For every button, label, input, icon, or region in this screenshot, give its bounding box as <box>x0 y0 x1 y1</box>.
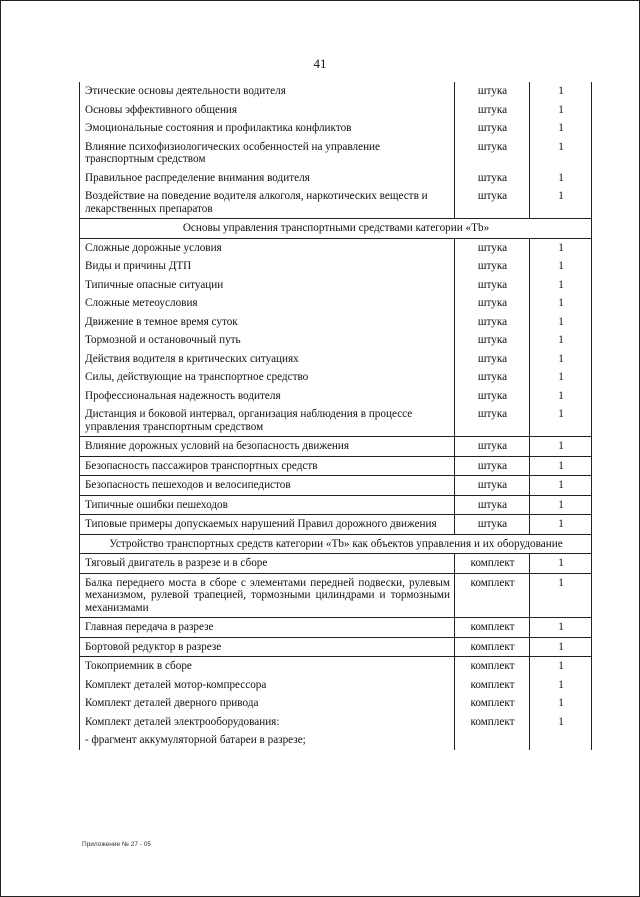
quantity-cell: 1 <box>530 294 592 313</box>
unit-cell: комплект <box>455 657 530 676</box>
item-name-cell: Токоприемник в сборе <box>80 657 455 676</box>
quantity-cell: 1 <box>530 187 592 219</box>
item-name-cell: Эмоциональные состояния и профилактика конфликтов <box>80 119 455 138</box>
section-title: Основы управления транспортными средствами категории «Tb» <box>80 219 592 239</box>
unit-cell: комплект <box>455 573 530 618</box>
table-row <box>80 456 592 476</box>
unit-cell <box>455 731 530 750</box>
unit-cell: штука <box>455 138 530 169</box>
table-row <box>80 476 592 496</box>
unit-cell: штука <box>455 437 530 457</box>
unit-cell: штука <box>455 495 530 515</box>
table-body <box>80 82 592 750</box>
unit-cell: комплект <box>455 637 530 657</box>
unit-cell: штука <box>455 257 530 276</box>
item-name-cell: Комплект деталей мотор-компрессора <box>80 676 455 695</box>
table-row <box>80 187 592 219</box>
unit-cell: комплект <box>455 713 530 732</box>
equipment-table <box>79 82 592 750</box>
item-name-cell: Типовые примеры допускаемых нарушений Правил дорожного движения <box>80 515 455 535</box>
unit-cell: штука <box>455 476 530 496</box>
unit-cell: штука <box>455 350 530 369</box>
section-header-row <box>80 219 592 239</box>
quantity-cell: 1 <box>530 637 592 657</box>
quantity-cell: 1 <box>530 257 592 276</box>
table-row <box>80 387 592 406</box>
item-name-cell: Балка переднего моста в сборе с элементами передней подвески, рулевым механизмом, рулевой трапецией, тормозными цилиндрами и тормозными механизмами <box>80 573 455 618</box>
unit-cell: комплект <box>455 676 530 695</box>
item-name-cell: Движение в темное время суток <box>80 313 455 332</box>
item-name-cell: Действия водителя в критических ситуациях <box>80 350 455 369</box>
table-row <box>80 368 592 387</box>
quantity-cell: 1 <box>530 313 592 332</box>
quantity-cell: 1 <box>530 554 592 574</box>
unit-cell: штука <box>455 169 530 188</box>
table-row <box>80 101 592 120</box>
table-row <box>80 276 592 295</box>
table-row <box>80 169 592 188</box>
quantity-cell: 1 <box>530 437 592 457</box>
footer-note: Приложение № 27 - 05 <box>82 841 151 848</box>
item-name-cell: Безопасность пассажиров транспортных средств <box>80 456 455 476</box>
item-name-cell: Этические основы деятельности водителя <box>80 82 455 101</box>
quantity-cell: 1 <box>530 138 592 169</box>
item-name-cell: Типичные опасные ситуации <box>80 276 455 295</box>
quantity-cell: 1 <box>530 101 592 120</box>
item-name-cell: Дистанция и боковой интервал, организация наблюдения в процессе управления транспортным средством <box>80 405 455 437</box>
quantity-cell: 1 <box>530 618 592 638</box>
table-row <box>80 257 592 276</box>
table-row <box>80 618 592 638</box>
quantity-cell: 1 <box>530 276 592 295</box>
item-name-cell: Правильное распределение внимания водителя <box>80 169 455 188</box>
item-name-cell: Тяговый двигатель в разрезе и в сборе <box>80 554 455 574</box>
table-row <box>80 676 592 695</box>
item-name-cell: Воздействие на поведение водителя алкоголя, наркотических веществ и лекарственных препаратов <box>80 187 455 219</box>
table-row <box>80 694 592 713</box>
table-row <box>80 731 592 750</box>
item-name-cell: Виды и причины ДТП <box>80 257 455 276</box>
table-row <box>80 573 592 618</box>
quantity-cell: 1 <box>530 119 592 138</box>
unit-cell: комплект <box>455 694 530 713</box>
item-name-cell: Профессиональная надежность водителя <box>80 387 455 406</box>
section-title: Устройство транспортных средств категории «Tb» как объектов управления и их оборудование <box>80 534 592 554</box>
quantity-cell: 1 <box>530 657 592 676</box>
table-row <box>80 405 592 437</box>
quantity-cell: 1 <box>530 169 592 188</box>
quantity-cell: 1 <box>530 694 592 713</box>
quantity-cell: 1 <box>530 387 592 406</box>
unit-cell: штука <box>455 187 530 219</box>
unit-cell: штука <box>455 119 530 138</box>
table-row <box>80 350 592 369</box>
table-row <box>80 331 592 350</box>
unit-cell: штука <box>455 276 530 295</box>
table-row <box>80 713 592 732</box>
unit-cell: штука <box>455 456 530 476</box>
table-row <box>80 119 592 138</box>
quantity-cell: 1 <box>530 713 592 732</box>
quantity-cell: 1 <box>530 405 592 437</box>
unit-cell: комплект <box>455 618 530 638</box>
item-name-cell: Комплект деталей дверного привода <box>80 694 455 713</box>
item-name-cell: Типичные ошибки пешеходов <box>80 495 455 515</box>
quantity-cell: 1 <box>530 331 592 350</box>
item-name-cell: Тормозной и остановочный путь <box>80 331 455 350</box>
section-header-row <box>80 534 592 554</box>
unit-cell: штука <box>455 387 530 406</box>
table-row <box>80 515 592 535</box>
unit-cell: штука <box>455 368 530 387</box>
quantity-cell <box>530 731 592 750</box>
unit-cell: штука <box>455 331 530 350</box>
table-row <box>80 495 592 515</box>
unit-cell: штука <box>455 515 530 535</box>
quantity-cell: 1 <box>530 82 592 101</box>
item-name-cell: Бортовой редуктор в разрезе <box>80 637 455 657</box>
quantity-cell: 1 <box>530 676 592 695</box>
item-name-cell: Сложные дорожные условия <box>80 238 455 257</box>
item-name-cell: Главная передача в разрезе <box>80 618 455 638</box>
table-row <box>80 138 592 169</box>
unit-cell: штука <box>455 405 530 437</box>
table-row <box>80 238 592 257</box>
quantity-cell: 1 <box>530 476 592 496</box>
quantity-cell: 1 <box>530 515 592 535</box>
unit-cell: штука <box>455 313 530 332</box>
item-name-cell: Влияние психофизиологических особенностей на управление транспортным средством <box>80 138 455 169</box>
quantity-cell: 1 <box>530 573 592 618</box>
unit-cell: штука <box>455 238 530 257</box>
quantity-cell: 1 <box>530 350 592 369</box>
table-row <box>80 437 592 457</box>
quantity-cell: 1 <box>530 456 592 476</box>
quantity-cell: 1 <box>530 495 592 515</box>
table-row <box>80 82 592 101</box>
table-row <box>80 294 592 313</box>
unit-cell: штука <box>455 82 530 101</box>
quantity-cell: 1 <box>530 238 592 257</box>
item-name-cell: Основы эффективного общения <box>80 101 455 120</box>
page-number: 41 <box>313 56 327 71</box>
unit-cell: штука <box>455 101 530 120</box>
quantity-cell: 1 <box>530 368 592 387</box>
item-name-cell: Сложные метеоусловия <box>80 294 455 313</box>
table-row <box>80 657 592 676</box>
item-name-cell: Безопасность пешеходов и велосипедистов <box>80 476 455 496</box>
item-name-cell: - фрагмент аккумуляторной батареи в разрезе; <box>80 731 455 750</box>
item-name-cell: Влияние дорожных условий на безопасность движения <box>80 437 455 457</box>
table-row <box>80 554 592 574</box>
table-row <box>80 313 592 332</box>
unit-cell: комплект <box>455 554 530 574</box>
table-row <box>80 637 592 657</box>
item-name-cell: Комплект деталей электрооборудования: <box>80 713 455 732</box>
item-name-cell: Силы, действующие на транспортное средство <box>80 368 455 387</box>
unit-cell: штука <box>455 294 530 313</box>
